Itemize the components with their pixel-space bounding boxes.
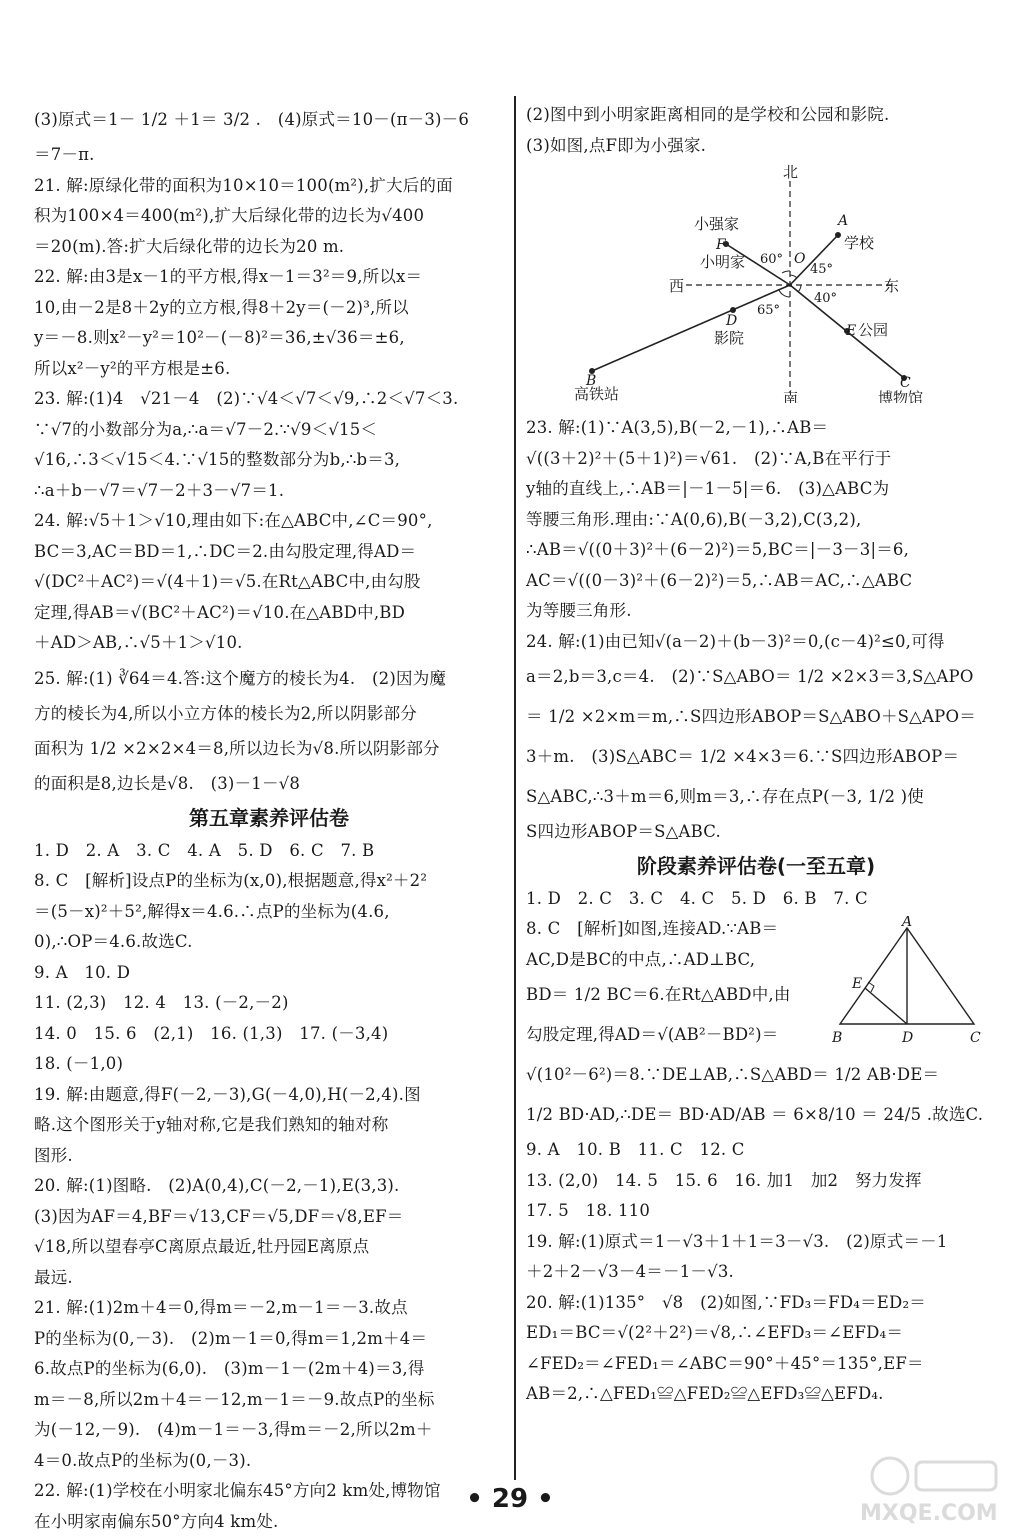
text-line: 24. 解:√5＋1＞√10,理由如下:在△ABC中,∠C＝90°, [34,506,504,537]
text-line: ＋2＋2－√3－4＝－1－√3. [526,1257,986,1288]
text-line: 4＝0.故点P的坐标为(0,－3). [34,1446,504,1477]
tri-letter-c: C [970,1030,981,1046]
label-xiaoming: 小明家 [700,253,745,271]
text-line: 勾股定理,得AD＝√(AB²－BD²)＝ [526,1015,986,1055]
text-line: (3)原式＝1－ 1/2 ＋1＝ 3/2 . (4)原式＝10－(π－3)－6 [34,100,504,140]
text-line: 20. 解:(1)135° √8 (2)如图,∵FD₃＝FD₄＝ED₂＝ [526,1288,986,1319]
text-line: AB＝2,∴△FED₁≌△FED₂≌△EFD₃≌△EFD₄. [526,1379,986,1410]
text-line: 25. 解:(1) ∛64＝4.答:这个魔方的棱长为4. (2)因为魔 [34,659,504,699]
left-answers-top [34,100,504,800]
tri-letter-e: E [851,976,862,992]
text-line: √((3＋2)²＋(5＋1)²)＝√61. (2)∵A,B在平行于 [526,444,986,475]
text-line: 10,由－2是8＋2y的立方根,得8＋2y＝(－2)³,所以 [34,293,504,324]
text-line: S四边形ABOP＝S△ABC. [526,817,986,848]
text-line: 9. A 10. D [34,958,504,989]
right-column [526,100,986,1410]
text-line: 23. 解:(1)4 √21－4 (2)∵√4＜√7＜√9,∴2＜√7＜3. [34,384,504,415]
text-line: ED₁＝BC＝√(2²＋2²)＝√8,∴∠EFD₃＝∠EFD₄＝ [526,1318,986,1349]
text-line: 20. 解:(1)图略. (2)A(0,4),C(－2,－1),E(3,3). [34,1171,504,1202]
text-line: ＝ 1/2 ×2×m＝m,∴S四边形ABOP＝S△ABO＋S△APO＝ [526,697,986,737]
letter-f: F [715,237,727,253]
text-line: ＝7－π. [34,140,504,171]
letter-o: O [794,251,806,267]
text-line: 13. (2,0) 14. 5 15. 6 16. 加1 加2 努力发挥 [526,1166,986,1197]
text-line: 6.故点P的坐标为(6,0). (3)m－1－(2m＋4)＝3,得 [34,1354,504,1385]
letter-b: B [585,373,596,389]
watermark-box [916,1462,996,1490]
text-line: 22. 解:(1)学校在小明家北偏东45°方向2 km处,博物馆 [34,1476,504,1507]
text-line: 积为100×4＝400(m²),扩大后绿化带的边长为√400 [34,201,504,232]
text-line: y轴的直线上,∴AB＝|－1－5|＝6. (3)△ABC为 [526,474,986,505]
text-line: a＝2,b＝3,c＝4. (2)∵S△ABO＝ 1/2 ×2×3＝3,S△APO [526,657,986,697]
right-answers-bottom [526,884,986,1410]
text-line: (3)因为AF＝4,BF＝√13,CF＝√5,DF＝√8,EF＝ [34,1202,504,1233]
text-line: (2)图中到小明家距离相同的是学校和公园和影院. [526,100,986,131]
text-line: 在小明家南偏东50°方向4 km处. [34,1507,504,1537]
letter-a: A [836,213,848,229]
label-west: 西 [669,277,684,295]
text-line: 3＋m. (3)S△ABC＝ 1/2 ×4×3＝6.∵S四边形ABOP＝ [526,737,986,777]
watermark-text: MXQE.COM [860,1501,998,1526]
angle-60-arc [782,271,790,273]
text-line: 定理,得AB＝√(BC²＋AC²)＝√10.在△ABD中,BD [34,598,504,629]
text-line: ＝20(m).答:扩大后绿化带的边长为20 m. [34,232,504,263]
text-line: 21. 解:原绿化带的面积为10×10＝100(m²),扩大后的面 [34,171,504,202]
watermark-logo [850,1448,1010,1528]
text-line: 图形. [34,1141,504,1172]
text-line: m＝－8,所以2m＋4＝－12,m－1＝－9.故点P的坐标 [34,1385,504,1416]
label-school: 学校 [844,234,875,252]
right-answers-middle [526,413,986,848]
text-line: P的坐标为(0,－3). (2)m－1＝0,得m＝1,2m＋4＝ [34,1324,504,1355]
label-cinema: 影院 [714,329,744,347]
section-title: 第五章素养评估卷 [34,802,504,834]
text-line: 为(－12,－9). (4)m－1＝－3,得m＝－2,所以2m＋ [34,1415,504,1446]
watermark-ring [872,1458,908,1494]
text-line: ∠FED₂＝∠FED₁＝∠ABC＝90°＋45°＝135°,EF＝ [526,1349,986,1380]
text-line: 1. D 2. A 3. C 4. A 5. D 6. C 7. B [34,836,504,867]
text-line: 8. C [解析]如图,连接AD.∵AB＝ [526,914,986,945]
label-north: 北 [783,163,798,181]
text-line: √(10²－6²)＝8.∵DE⊥AB,∴S△ABD＝ 1/2 AB·DE＝ [526,1055,986,1095]
text-line: 等腰三角形.理由:∵A(0,6),B(－3,2),C(3,2), [526,505,986,536]
text-line: 的面积是8,边长是√8. (3)－1－√8 [34,769,504,800]
left-column [34,100,504,1537]
text-line: 0),∴OP＝4.6.故选C. [34,927,504,958]
text-line: 21. 解:(1)2m＋4＝0,得m＝－2,m－1＝－3.故点 [34,1293,504,1324]
text-line: BC＝3,AC＝BD＝1,∴DC＝2.由勾股定理,得AD＝ [34,537,504,568]
direction-diagram [526,163,986,403]
page-number: • 29 • [0,1484,1020,1514]
text-line: 最远. [34,1263,504,1294]
letter-e: E [845,323,856,339]
text-line: 所以x²－y²的平方根是±6. [34,354,504,385]
text-line: 22. 解:由3是x－1的平方根,得x－1＝3²＝9,所以x＝ [34,262,504,293]
letter-c: C [900,375,911,391]
label-angle-45: 45° [810,262,833,277]
tri-letter-d: D [901,1030,913,1046]
text-line: 11. (2,3) 12. 4 13. (－2,－2) [34,988,504,1019]
label-park: 公园 [858,321,888,339]
label-museum: 博物馆 [878,389,923,403]
text-line: ∴AB＝√((0＋3)²＋(6－2)²)＝5,BC＝|－3－3|＝6, [526,535,986,566]
tri-letter-a: A [900,916,912,930]
segment-de [865,988,907,1024]
text-line: ＝(5－x)²＋5²,解得x＝4.6.∴点P的坐标为(4.6, [34,897,504,928]
label-angle-60: 60° [760,252,783,267]
text-line: 17. 5 18. 110 [526,1196,986,1227]
text-line: 19. 解:(1)原式＝1－√3＋1＋1＝3－√3. (2)原式＝－1 [526,1227,986,1258]
angle-40-arc [798,285,801,292]
text-line: 1/2 BD·AD,∴DE＝ BD·AD/AB ＝ 6×8/10 ＝ 24/5 .故选C. [526,1095,986,1135]
letter-d: D [725,313,737,329]
text-line: 方的棱长为4,所以小立方体的棱长为2,所以阴影部分 [34,699,504,730]
angle-65-arc [779,290,790,297]
label-station: 高铁站 [574,385,619,403]
text-line: S△ABC,∴3＋m＝6,则m＝3,∴存在点P(－3, 1/2 )使 [526,777,986,817]
text-line: y＝－8.则x²－y²＝10²－(－8)²＝36,±√36＝±6, [34,323,504,354]
text-line: ＋AD＞AB,∴√5＋1＞√10. [34,628,504,659]
text-line: 24. 解:(1)由已知√(a－2)＋(b－3)²＝0,(c－4)²≤0,可得 [526,627,986,658]
label-xiaoqiang: 小强家 [694,215,739,233]
text-line: 1. D 2. C 3. C 4. C 5. D 6. B 7. C [526,884,986,915]
angle-45-arc [790,275,797,278]
triangle-figure [832,916,982,1046]
text-line: (3)如图,点F即为小强家. [526,131,986,162]
tri-letter-b: B [832,1030,842,1046]
text-line: ∵√7的小数部分为a,∴a＝√7－2.∵√9＜√15＜ [34,415,504,446]
text-line: 为等腰三角形. [526,596,986,627]
text-line: BD＝ 1/2 BC＝6.在Rt△ABD中,由 [526,975,986,1015]
label-angle-40: 40° [814,291,837,306]
text-line: AC,D是BC的中点,∴AD⊥BC, [526,945,986,976]
text-line: √(DC²＋AC²)＝√(4＋1)＝√5.在Rt△ABC中,由勾股 [34,567,504,598]
text-line: 14. 0 15. 6 (2,1) 16. (1,3) 17. (－3,4) [34,1019,504,1050]
text-line: √18,所以望春亭C离原点最近,牡丹园E离原点 [34,1232,504,1263]
text-line: 略.这个图形关于y轴对称,它是我们熟知的轴对称 [34,1110,504,1141]
label-angle-65: 65° [757,303,780,318]
label-south: 南 [783,389,798,403]
text-line: 9. A 10. B 11. C 12. C [526,1135,986,1166]
text-line: 19. 解:由题意,得F(－2,－3),G(－4,0),H(－2,4).图 [34,1080,504,1111]
label-east: 东 [884,277,899,295]
text-line: 面积为 1/2 ×2×2×4＝8,所以边长为√8.所以阴影部分 [34,729,504,769]
column-divider [514,96,516,1480]
line-to-station [592,285,790,371]
text-line: 23. 解:(1)∵A(3,5),B(－2,－1),∴AB＝ [526,413,986,444]
text-line: 8. C [解析]设点P的坐标为(x,0),根据题意,得x²＋2² [34,866,504,897]
text-line: √16,∴3＜√15＜4.∵√15的整数部分为b,∴b＝3, [34,445,504,476]
section-title: 阶段素养评估卷(一至五章) [526,850,986,882]
text-line: AC＝√((0－3)²＋(6－2)²)＝5,∴AB＝AC,∴△ABC [526,566,986,597]
left-answers-bottom [34,836,504,1537]
text-line: ∴a＋b－√7＝√7－2＋3－√7＝1. [34,476,504,507]
point-a [835,232,841,238]
text-line: 18. (－1,0) [34,1049,504,1080]
